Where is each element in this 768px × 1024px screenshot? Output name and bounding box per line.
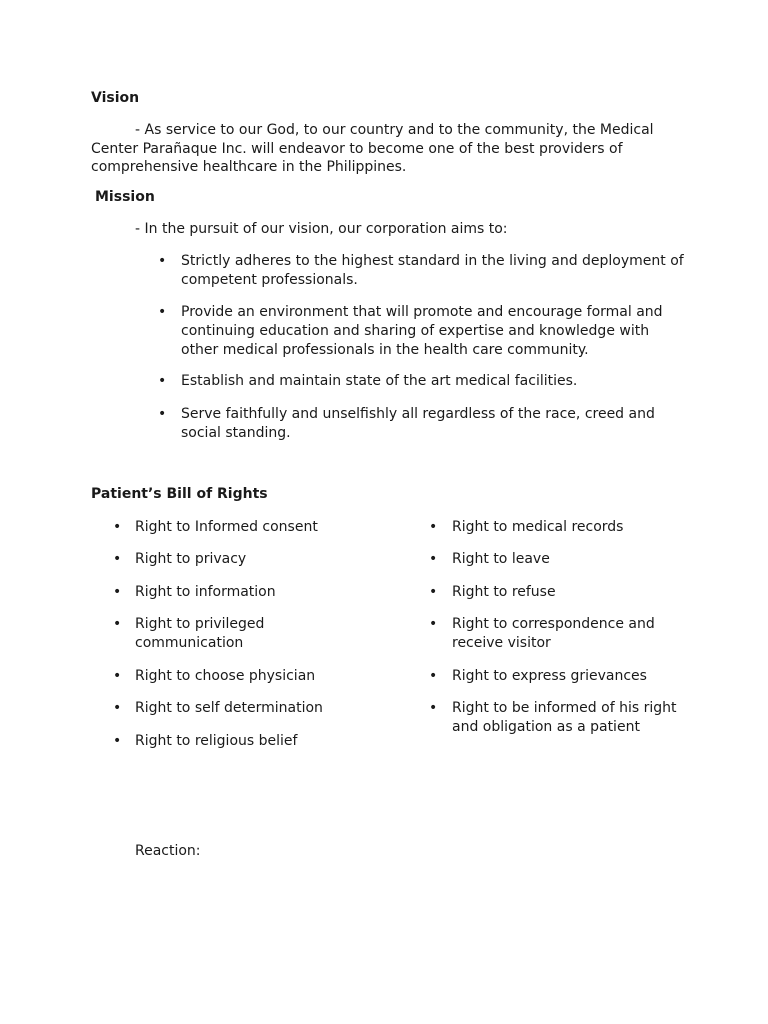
rights-right-bullet-icon: •	[429, 519, 438, 535]
rights-left-item-text: Right to religious belief	[135, 733, 298, 749]
rights-left-bullet-icon: •	[113, 551, 122, 567]
mission-item-text: competent professionals.	[181, 272, 358, 288]
rights-right-item-text: Right to be informed of his right	[452, 700, 677, 716]
rights-right-item-text: Right to leave	[452, 551, 550, 567]
mission-item-text: Provide an environment that will promote and encourage formal and	[181, 304, 663, 320]
rights-left-item-text: Right to self determination	[135, 700, 323, 716]
mission-bullet-icon: •	[158, 304, 167, 320]
mission-heading: Mission	[95, 189, 155, 205]
mission-item-text: continuing education and sharing of expertise and knowledge with	[181, 323, 650, 339]
reaction-label: Reaction:	[135, 843, 201, 859]
rights-heading: Patient’s Bill of Rights	[91, 486, 268, 502]
rights-right-bullet-icon: •	[429, 668, 438, 684]
rights-left-item-text: Right to privileged	[135, 616, 265, 632]
vision-text-line-3: comprehensive healthcare in the Philippines.	[91, 159, 407, 175]
rights-left-item-text: Right to privacy	[135, 551, 247, 567]
rights-left-bullet-icon: •	[113, 700, 122, 716]
rights-left-item-text: communication	[135, 635, 244, 651]
mission-bullet-icon: •	[158, 373, 167, 389]
rights-left-bullet-icon: •	[113, 519, 122, 535]
rights-right-item-text: and obligation as a patient	[452, 719, 640, 735]
mission-item-text: Strictly adheres to the highest standard in the living and deployment of	[181, 253, 684, 269]
mission-bullet-icon: •	[158, 253, 167, 269]
rights-right-bullet-icon: •	[429, 584, 438, 600]
rights-left-bullet-icon: •	[113, 668, 122, 684]
rights-right-item-text: Right to express grievances	[452, 668, 647, 684]
mission-item-text: social standing.	[181, 425, 291, 441]
rights-right-item-text: Right to medical records	[452, 519, 624, 535]
rights-right-item-text: Right to correspondence and	[452, 616, 655, 632]
rights-right-item-text: receive visitor	[452, 635, 551, 651]
rights-right-bullet-icon: •	[429, 616, 438, 632]
mission-bullet-icon: •	[158, 406, 167, 422]
rights-right-item-text: Right to refuse	[452, 584, 556, 600]
mission-item-text: Serve faithfully and unselfishly all regardless of the race, creed and	[181, 406, 655, 422]
rights-left-item-text: Right to choose physician	[135, 668, 316, 684]
mission-item-text: Establish and maintain state of the art medical facilities.	[181, 373, 578, 389]
mission-intro: - In the pursuit of our vision, our corporation aims to:	[135, 221, 508, 237]
rights-left-item-text: Right to Informed consent	[135, 519, 318, 535]
vision-text-line-2: Center Parañaque Inc. will endeavor to become one of the best providers of	[91, 141, 623, 157]
rights-right-bullet-icon: •	[429, 551, 438, 567]
rights-left-bullet-icon: •	[113, 616, 122, 632]
rights-left-bullet-icon: •	[113, 733, 122, 749]
mission-item-text: other medical professionals in the health care community.	[181, 342, 589, 358]
rights-left-item-text: Right to information	[135, 584, 276, 600]
rights-left-bullet-icon: •	[113, 584, 122, 600]
rights-right-bullet-icon: •	[429, 700, 438, 716]
vision-heading: Vision	[91, 90, 140, 106]
vision-text-line-1: - As service to our God, to our country and to the community, the Medical	[135, 122, 654, 138]
